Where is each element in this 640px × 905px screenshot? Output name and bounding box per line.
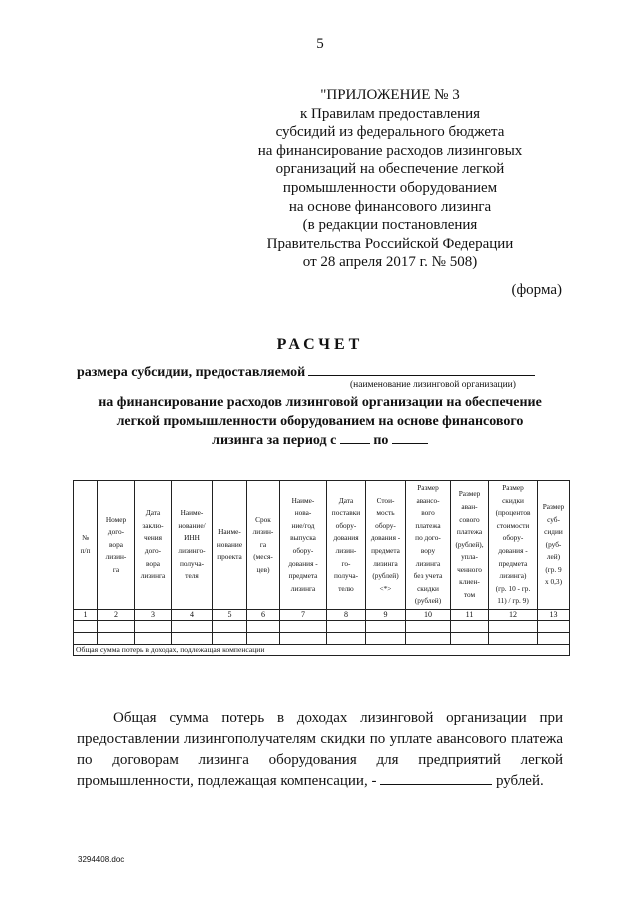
table-header-row bbox=[74, 481, 570, 610]
table-cell bbox=[280, 621, 327, 633]
summary-paragraph bbox=[77, 708, 563, 792]
column-header: Наиме- нова- ние/год выпуска обору- дования - предмета лизинга bbox=[280, 481, 327, 610]
purpose-line-1: на финансирование расходов лизинговой организации на обеспечение bbox=[98, 395, 542, 410]
organization-blank bbox=[308, 363, 535, 376]
appendix-header bbox=[230, 86, 550, 272]
table-cell bbox=[135, 621, 172, 633]
purpose-text bbox=[80, 393, 560, 450]
appendix-line: промышленности оборудованием bbox=[282, 179, 498, 196]
column-number: 10 bbox=[406, 610, 451, 621]
column-number: 13 bbox=[538, 610, 570, 621]
table-cell bbox=[451, 621, 489, 633]
column-header: Дата заклю- чения дого- вора лизинга bbox=[135, 481, 172, 610]
table-cell bbox=[327, 633, 366, 645]
period-to-label: по bbox=[373, 433, 389, 448]
column-number: 8 bbox=[327, 610, 366, 621]
column-header: Наиме- нование проекта bbox=[213, 481, 247, 610]
column-header: Размер аван- сового платежа (рублей), упла- ченного клиен- том bbox=[451, 481, 489, 610]
subsidy-line bbox=[77, 363, 535, 381]
table-cell bbox=[327, 621, 366, 633]
purpose-line-3 bbox=[80, 431, 560, 450]
column-header: Размер суб- сидии (руб- лей) (гр. 9 х 0,3) bbox=[538, 481, 570, 610]
table-cell bbox=[74, 633, 98, 645]
table-cell bbox=[489, 633, 538, 645]
column-number: 5 bbox=[213, 610, 247, 621]
appendix-line: Правительства Российской Федерации bbox=[266, 235, 514, 252]
table-cell bbox=[213, 633, 247, 645]
organization-caption: (наименование лизинговой организации) bbox=[350, 380, 516, 390]
table-cell bbox=[213, 621, 247, 633]
column-number: 12 bbox=[489, 610, 538, 621]
column-header: Номер дого- вора лизин- га bbox=[98, 481, 135, 610]
column-header: Размер скидки (процентов стоимости обору- дования - предмета лизинга) (гр. 10 - гр. 11) / гр. 9) bbox=[489, 481, 538, 610]
table-row bbox=[74, 633, 570, 645]
amount-blank bbox=[380, 771, 492, 785]
table-total-row bbox=[74, 645, 570, 656]
column-header: Размер авансо- вого платежа по дого- вору лизинга без учета скидки (рублей) bbox=[406, 481, 451, 610]
table-cell bbox=[451, 633, 489, 645]
appendix-line: субсидий из федерального бюджета bbox=[275, 124, 505, 141]
appendix-line: от 28 апреля 2017 г. № 508) bbox=[302, 254, 478, 271]
document-reference: 3294408.doc bbox=[78, 855, 125, 864]
table-cell bbox=[366, 621, 406, 633]
column-number: 1 bbox=[74, 610, 98, 621]
table-cell bbox=[538, 633, 570, 645]
column-number: 3 bbox=[135, 610, 172, 621]
table-cell bbox=[538, 621, 570, 633]
table-cell bbox=[74, 621, 98, 633]
appendix-line: (в редакции постановления bbox=[302, 217, 478, 234]
document-title: РАСЧЕТ bbox=[276, 336, 364, 353]
table-cell bbox=[172, 621, 213, 633]
table-cell bbox=[247, 633, 280, 645]
appendix-line: на основе финансового лизинга bbox=[288, 198, 492, 215]
column-header: Стои- мость обору- дования - предмета лизинга (рублей) <*> bbox=[366, 481, 406, 610]
calculation-table bbox=[73, 480, 570, 656]
purpose-line-2: легкой промышленности оборудованием на основе финансового bbox=[116, 414, 524, 429]
column-number: 2 bbox=[98, 610, 135, 621]
form-label: (форма) bbox=[511, 282, 562, 298]
column-header: Наиме- нование/ ИНН лизинго- получа- теля bbox=[172, 481, 213, 610]
table-row bbox=[74, 621, 570, 633]
period-from-label: лизинга за период с bbox=[212, 433, 337, 448]
summary-unit: рублей. bbox=[495, 773, 544, 789]
table-cell bbox=[247, 621, 280, 633]
table-cell bbox=[135, 633, 172, 645]
column-number: 11 bbox=[451, 610, 489, 621]
appendix-line: к Правилам предоставления bbox=[299, 105, 481, 122]
appendix-line: на финансирование расходов лизинговых bbox=[257, 142, 523, 159]
summary-text: Общая сумма потерь в доходах лизинговой организации при предоставлении лизингополучателям скидки по уплате авансового платежа по договорам лизинга оборудования для предприятий легкой промышленности, подлежащая компенсации, - bbox=[77, 710, 563, 789]
column-number: 4 bbox=[172, 610, 213, 621]
page-number: 5 bbox=[316, 36, 324, 52]
table-cell bbox=[280, 633, 327, 645]
table-cell bbox=[406, 621, 451, 633]
table-cell bbox=[366, 633, 406, 645]
period-to-blank bbox=[392, 432, 428, 444]
table-cell bbox=[406, 633, 451, 645]
appendix-line: "ПРИЛОЖЕНИЕ № 3 bbox=[320, 87, 460, 103]
table-cell bbox=[98, 621, 135, 633]
column-number-row bbox=[74, 610, 570, 621]
column-header: Срок лизин- га (меся- цев) bbox=[247, 481, 280, 610]
column-header: № п/п bbox=[74, 481, 98, 610]
subsidy-line-text: размера субсидии, предоставляемой bbox=[77, 365, 306, 380]
total-row-label: Общая сумма потерь в доходах, подлежащая компенсации bbox=[74, 645, 570, 656]
column-number: 9 bbox=[366, 610, 406, 621]
column-number: 6 bbox=[247, 610, 280, 621]
table-cell bbox=[98, 633, 135, 645]
table-cell bbox=[172, 633, 213, 645]
column-header: Дата поставки обору- дования лизин- го- получа- телю bbox=[327, 481, 366, 610]
table-cell bbox=[489, 621, 538, 633]
period-from-blank bbox=[340, 432, 370, 444]
column-number: 7 bbox=[280, 610, 327, 621]
appendix-line: организаций на обеспечение легкой bbox=[275, 161, 505, 178]
